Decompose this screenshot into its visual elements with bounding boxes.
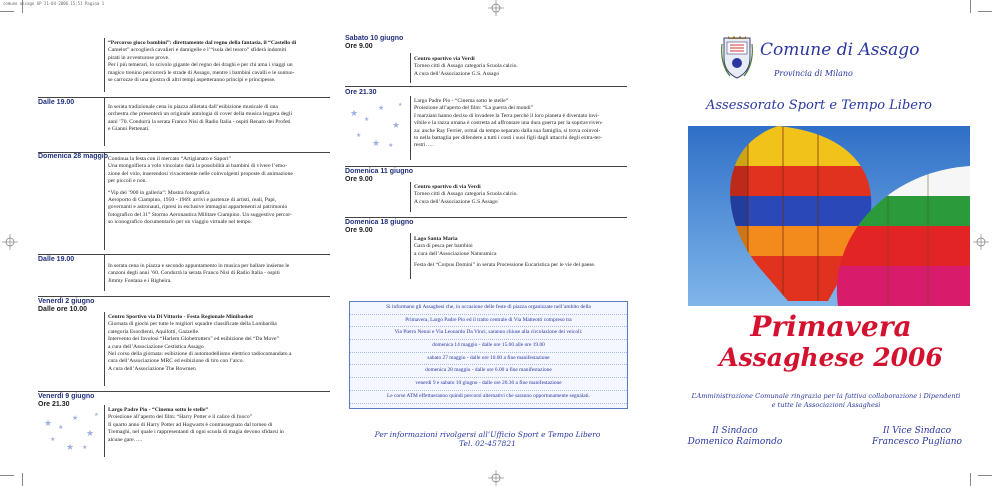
thanks-line: L’Amministrazione Comunale ringrazia per la fattiva collaborazione i Dipendenti <box>691 392 961 400</box>
text-line: se carrozze di una giostra di altri tempi aspetteranno principi e principesse. <box>108 77 276 84</box>
text-line: Camelot” accoglierà cavalieri e damigelle e l’“isola del tesoro” sfiderà indomiti <box>108 47 287 54</box>
text-line: per piccoli e non. <box>108 178 147 185</box>
text-line: “Percorso gioco bambini”: direttamente dal regno della fantasia, il “Castello di <box>108 40 297 46</box>
text-line: cura dell’Associazione MRC ed esibizione di tiro con l’arco. <box>108 358 244 365</box>
notice-line-end <box>350 404 627 409</box>
text-line: Proiezione all’aperto del film: “Harry Potter e il calice di fuoco” <box>108 414 253 421</box>
divider <box>104 153 105 250</box>
text-line: Intervento dei favolosi “Harlem Globetrotters” ed esibizione dei “Da Move” <box>108 336 280 343</box>
notice-line: Primavera, Largo Padre Pio ed il tratto centrale di Via Matteotti compreso tra <box>350 315 627 328</box>
text-line: Lago Santa Maria <box>414 236 458 242</box>
event-time: Ore 9.00 <box>345 176 373 183</box>
event-text-cena-2 <box>108 263 330 285</box>
event-time: Ore 9.00 <box>345 227 373 234</box>
crop-mark <box>978 11 992 12</box>
text-line: “Vip del ’900 in galleria”: Mostra fotografica <box>108 189 210 196</box>
text-line: Jimmy Fontana e i Righeira. <box>108 277 172 284</box>
registration-mark <box>488 0 504 16</box>
divider <box>410 233 411 279</box>
divider <box>104 405 105 457</box>
divider <box>104 312 105 386</box>
text-line: fotografico del 31° Stormo Aeronautica Militare Ciampino. Un suggestivo percor- <box>108 211 292 218</box>
coat-of-arms-icon <box>718 36 756 80</box>
text-line: Il quarto anno di Harry Potter ad Hogwarts è contrassegnato dal torneo di <box>108 421 273 428</box>
text-line: alcune gare….. <box>108 436 143 443</box>
event-date-label: Venerdì 9 giugno <box>38 393 95 400</box>
text-line: Aeroporto di Ciampino, 1950 - 1969: arrivi e partenze di artisti, reali, Papi, <box>108 197 277 204</box>
crop-mark <box>970 0 971 13</box>
text-line: Continua la festa con il mercato “Artigianato e Sapori” <box>108 156 232 162</box>
registration-mark <box>973 234 989 250</box>
divider <box>410 182 411 212</box>
text-line: Gara di pesca per bambini <box>414 243 473 250</box>
event-text-minibasket <box>108 314 330 373</box>
event-text-torneo-10 <box>414 56 629 78</box>
signature-name: Domenico Raimondo <box>687 437 783 447</box>
text-line: Festa del “Corpus Domini” in serata Processione Eucaristica per le vie del paese. <box>414 262 596 269</box>
info-contact <box>350 430 625 448</box>
notice-line: Via Pietro Nenni e Via Leonardo Da Vinci, saranno chiuse alla circolazione dei veicoli: <box>350 327 627 340</box>
text-line: a cura dell’Associazione Naturamica <box>414 250 497 257</box>
divider <box>345 86 627 87</box>
text-line: Torneo citti di Assago categoria Scuola calcio. <box>414 63 518 70</box>
crop-mark <box>978 475 992 476</box>
text-line: A cura dell’Associazione The Bowmen <box>108 365 196 372</box>
notice-line: domenica 28 maggio - dalle ore 6.00 a fine manifestazione <box>350 365 627 378</box>
text-line: A cura dell’Associazione G.S. Assago <box>414 70 500 77</box>
notice-line: sabato 27 maggio - dalle ore 10.00 a fine manifestazione <box>350 353 627 366</box>
event-text-28-maggio <box>108 156 330 227</box>
divider <box>410 96 411 160</box>
event-time: Ore 21.30 <box>345 89 377 96</box>
title-primavera: Primavera <box>750 310 912 343</box>
event-date <box>345 168 413 184</box>
crop-mark <box>0 11 14 12</box>
text-line: Proiezione all’aperto del film: “La guerra dei mondi” <box>414 105 534 112</box>
event-text-pesca <box>414 236 636 270</box>
event-date <box>38 393 94 409</box>
thanks-note <box>676 392 976 409</box>
crop-mark <box>22 0 23 13</box>
crop-mark <box>970 473 971 486</box>
event-text-percorso <box>108 40 330 84</box>
text-line: I marziani hanno deciso di invadere la Terra perché il loro pianeta è diventato invi- <box>414 112 600 119</box>
signature-sindaco <box>680 426 790 448</box>
divider <box>104 38 105 92</box>
event-time: Dalle ore 10.00 <box>38 306 88 313</box>
event-text-guerra-mondi <box>414 98 629 150</box>
event-date-label: Venerdì 2 giugno <box>38 298 95 305</box>
text-line: zione del volo, inserendosi vivacemente nelle coinvolgenti proposte di animazione <box>108 170 293 177</box>
text-line: pirati in avventurose prove. <box>108 54 170 61</box>
notice-line: domenica 14 maggio - dalle ore 15.00 alle ore 19.00 <box>350 340 627 353</box>
divider <box>104 255 105 291</box>
info-line: Per informazioni rivolgersi all’Ufficio Sport e Tempo Libero <box>374 430 601 439</box>
divider <box>38 296 330 297</box>
notice-line: venerdì 9 e sabato 10 giugno - dalle ore 20.30 a fine manifestazione <box>350 378 627 391</box>
event-time: Dalle 19.00 <box>38 99 75 106</box>
text-line: e Gianni Pettenati. <box>108 126 150 133</box>
divider <box>104 98 105 146</box>
text-line: governanti e astronauti, ripresi in esclusive immagini appartenenti al patrimonio <box>108 204 288 211</box>
text-line: Largo Padre Pio - “Cinema sotto le stelle” <box>414 98 509 104</box>
crop-mark <box>22 473 23 486</box>
text-line: Largo Padre Pio - “Cinema sotto le stelle” <box>108 407 209 413</box>
event-date <box>345 219 413 235</box>
event-text-cena <box>108 104 330 134</box>
info-phone: Tel. 02-457821 <box>459 439 516 448</box>
thanks-line: e tutte le Associazioni Assaghesi <box>771 400 881 409</box>
registration-mark <box>488 470 504 486</box>
text-line: anni ’70. Condurrà la serata Franco Nisi di Radio Italia - ospiti Renato dei Profeti <box>108 118 291 125</box>
text-line: In serata cena in piazza e secondo appuntamento in musica per ballare insieme le <box>108 263 290 269</box>
event-time: Dalle 19.00 <box>38 256 75 263</box>
event-date: Domenica 28 maggio <box>38 153 109 160</box>
signature-role: Il Vice Sindaco <box>882 426 952 436</box>
text-line: magico trenino percorrerà le strade di Assago, mentre i bambini cavalli e le sontuo- <box>108 69 295 76</box>
text-line: Centro sportivo di via Verdi <box>414 184 481 190</box>
text-line: A cura dell’Associazione G.S Assago <box>414 198 498 205</box>
event-date-label: Sabato 10 giugno <box>345 35 404 42</box>
event-time: Ore 9.00 <box>345 43 373 50</box>
traffic-notice <box>349 301 628 409</box>
comune-name: Comune di Assago <box>760 40 920 60</box>
text-line: Centro sportivo via Verdi <box>414 56 475 62</box>
notice-line: Si informano gli Assaghesi che, in occasione delle feste di piazza organizzate nell’ambito della <box>350 302 627 315</box>
text-line: Centro Sportivo via Di Vittorio - Festa Regionale Minibasket <box>108 314 254 320</box>
event-time: Ore 21.30 <box>38 401 70 408</box>
text-line: Tremaghi, nel quale i rappresentanti di ogni scuola di magia devono sfidarsi in <box>108 429 284 436</box>
signature-name: Francesco Pugliano <box>872 437 962 447</box>
registration-mark <box>2 234 18 250</box>
text-line: Per i più temerari, lo scivolo gigante del regno dei draghi e per chi ama i viaggi un <box>108 62 293 69</box>
text-line: vibile e la razza umana è costretta ad affrontare una dura guerra per la soprravviven- <box>414 120 603 127</box>
text-line: Nel corso della giornata: esibizione di automodellismo elettrico radiocomandato a <box>108 351 292 358</box>
crop-mark <box>0 475 14 476</box>
event-text-torneo-11 <box>414 184 629 206</box>
text-line: to nella battaglia per difendere a tutti i costi i suoi figli dagli attacchi degli extra-ter- <box>414 135 602 142</box>
divider <box>38 391 330 392</box>
notice-line: Le corse ATM effettueranno quindi percorsi alternativi che saranno opportunamente segnalati. <box>350 391 627 404</box>
signature-role: Il Sindaco <box>712 426 758 436</box>
signature-vice-sindaco <box>862 426 972 448</box>
text-line: Giornata di giochi per tutte le migliori squadre classificate della Lombardia <box>108 321 277 328</box>
divider <box>38 254 330 255</box>
event-date <box>38 298 94 314</box>
provincia: Provincia di Milano <box>774 69 853 78</box>
text-line: orchestra che presenterà un originale antologia di cover della musica leggera degli <box>108 111 293 118</box>
event-text-harry-potter <box>108 407 330 444</box>
text-line: Torneo citti di Assago categoria Scuola calcio. <box>414 191 518 198</box>
text-line: za: anche Ray Ferrier, ormai da tempo separato dalla sua famiglia, si trova coinvol- <box>414 127 601 134</box>
text-line: a cura dell’Associazione Cestistica Assago <box>108 343 204 350</box>
text-line: restri….. <box>414 142 434 149</box>
file-info: comune assago GP 21-04-2006 15:51 Pagina 1 <box>3 1 105 6</box>
event-date-label: Domenica 18 giugno <box>345 219 414 226</box>
text-line: Una mongolfiera a volo vincolato darà la possibilità ai bambini di vivere l’emo- <box>108 163 287 170</box>
text-line: categoria Esordienti, Aquilotti, Gazzelle. <box>108 328 200 335</box>
divider <box>345 166 627 167</box>
event-date <box>345 35 403 51</box>
divider <box>345 217 627 218</box>
text-line: canzoni degli anni ’60. Condurrà la serata Franco Nisi di Radio Italia - ospiti <box>108 270 280 277</box>
event-date-label: Domenica 11 giugno <box>345 168 414 175</box>
hot-air-balloons-photo <box>688 126 970 306</box>
assessorato: Assessorato Sport e Tempo Libero <box>706 98 933 113</box>
text-line: so iconografico documentario per un viaggio virtuale nel tempo. <box>108 219 252 226</box>
title-assaghese: Assaghese 2006 <box>719 343 943 372</box>
divider <box>38 97 330 98</box>
text-line: In serata tradizionale cena in piazza allietata dall’esibizione musicale di una <box>108 104 278 110</box>
divider <box>410 53 411 83</box>
